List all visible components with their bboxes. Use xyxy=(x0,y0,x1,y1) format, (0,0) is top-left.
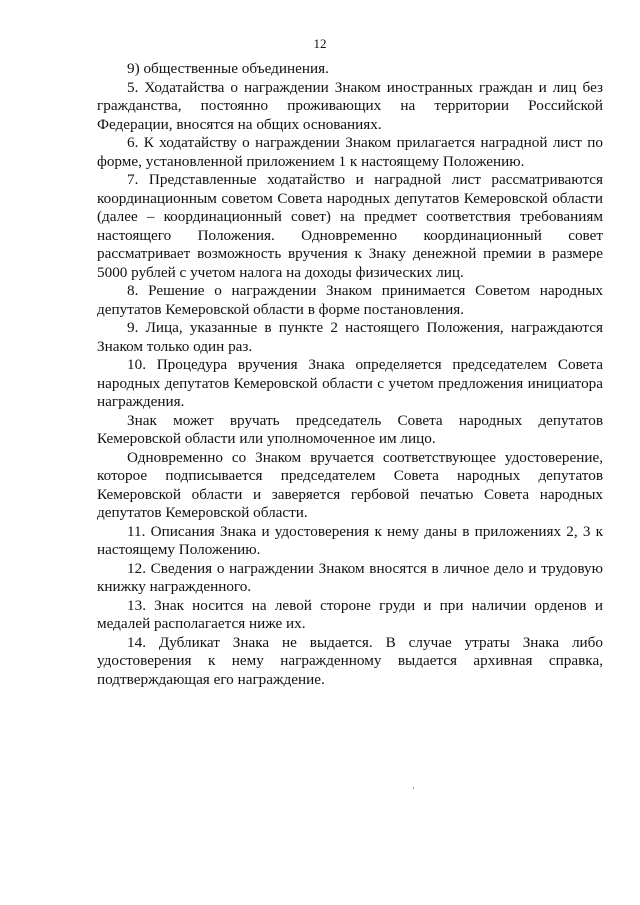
paragraph-6-award-sheet: 6. К ходатайству о награждении Знаком прилагается наградной лист по форме, установленной приложением 1 к настоящему Положению. xyxy=(97,134,603,170)
scan-speck xyxy=(413,787,414,789)
page-number: 12 xyxy=(313,36,327,51)
paragraph-5-foreign-citizens: 5. Ходатайства о награждении Знаком иностранных граждан и лиц без гражданства, постоянно проживающих на территории Российской Федерации, вносятся на общих основаниях. xyxy=(97,78,603,133)
paragraph-item-9-public-associations: 9) общественные объединения. xyxy=(127,60,329,77)
paragraph-11-descriptions: 11. Описания Знака и удостоверения к нему даны в приложениях 2, 3 к настоящему Положению. xyxy=(97,522,603,558)
paragraph-8-decision: 8. Решение о награждении Знаком принимается Советом народных депутатов Кемеровской области в форме постановления. xyxy=(97,282,603,318)
paragraph-14-duplicate: 14. Дубликат Знака не выдается. В случае утраты Знака либо удостоверения к нему награжденному выдается архивная справка, подтверждающая его награждение. xyxy=(97,633,603,688)
paragraph-12-personal-file: 12. Сведения о награждении Знаком вносятся в личное дело и трудовую книжку награжденного. xyxy=(97,559,603,595)
paragraph-7-coordination-council: 7. Представленные ходатайство и наградной лист рассматриваются координационным советом Совета народных депутатов Кемеровской области (далее – координационный совет) на предмет соответствия требованиям настоящего Положения. Одновременно координационный совет рассматривает возможность вручения к Знаку денежной премии в размере 5000 рублей с учетом налога на доходы физических лиц. xyxy=(97,171,603,281)
document-body xyxy=(97,60,603,689)
paragraph-9-once-only: 9. Лица, указанные в пункте 2 настоящего Положения, награждаются Знаком только один раз. xyxy=(97,319,603,355)
paragraph-10-who-presents: Знак может вручать председатель Совета народных депутатов Кемеровской области или уполномоченное им лицо. xyxy=(97,411,603,447)
paragraph-10-presentation-procedure: 10. Процедура вручения Знака определяется председателем Совета народных депутатов Кемеровской области с учетом предложения инициатора награждения. xyxy=(97,356,603,410)
paragraph-10-certificate: Одновременно со Знаком вручается соответствующее удостоверение, которое подписывается председателем Совета народных депутатов Кемеровской области и заверяется гербовой печатью Совета народных депутатов Кемеровской области. xyxy=(97,448,603,521)
paragraph-13-wearing: 13. Знак носится на левой стороне груди и при наличии орденов и медалей располагается ниже их. xyxy=(97,596,603,632)
